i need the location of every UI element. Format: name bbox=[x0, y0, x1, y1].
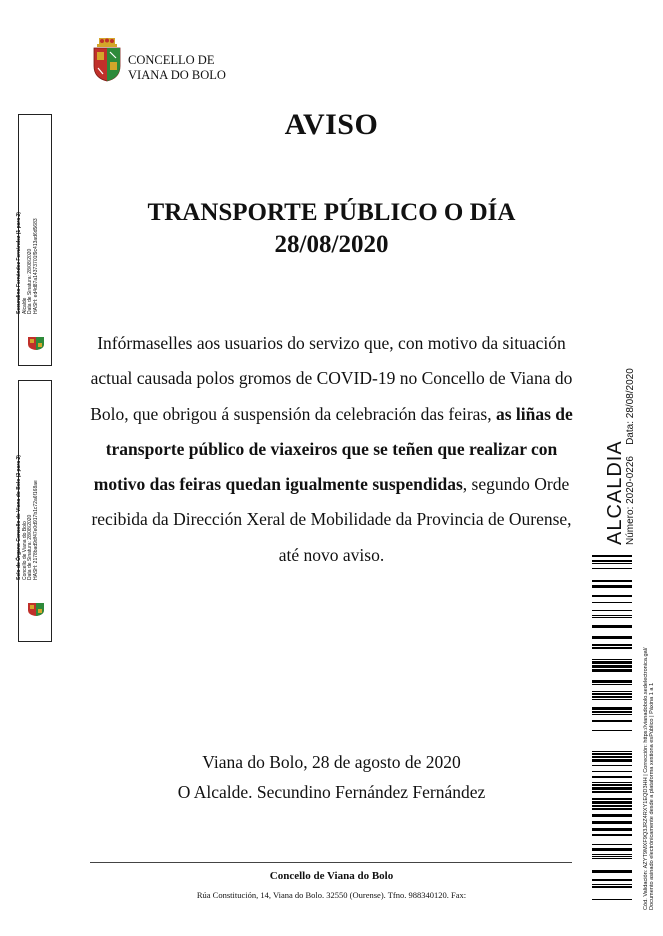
barcode-bar bbox=[592, 828, 632, 831]
barcode-bar bbox=[592, 879, 632, 881]
barcode-bar bbox=[592, 669, 632, 672]
barcode-bar bbox=[592, 759, 632, 762]
barcode-bar bbox=[592, 665, 632, 668]
barcode-bar bbox=[592, 756, 632, 758]
notice-body bbox=[90, 326, 573, 573]
barcode-bar bbox=[592, 580, 632, 582]
signature-crest-icon bbox=[25, 335, 47, 351]
council-name bbox=[128, 53, 226, 83]
sig2-hash: HASH: 2178bad9df47e0d917b1c72a6f168ae bbox=[32, 480, 39, 580]
subtitle-line1: TRANSPORTE PÚBLICO O DÍA bbox=[147, 199, 516, 226]
validation-line2: Documento asinado electrónicamente desde a plataforma xestiona esPúblico | Páxina 1 a 1 bbox=[649, 682, 656, 910]
barcode-bar bbox=[592, 699, 632, 700]
barcode-bar bbox=[592, 661, 632, 664]
stamp-department: ALCALDIA bbox=[604, 440, 626, 545]
barcode-bar bbox=[592, 856, 632, 857]
barcode-bar bbox=[592, 899, 632, 900]
signature-box-1 bbox=[18, 114, 52, 366]
barcode-bar bbox=[592, 610, 632, 611]
barcode-bar bbox=[592, 821, 632, 824]
place-date: Viana do Bolo, 28 de agosto de 2020 bbox=[202, 752, 461, 772]
stamp-number-date bbox=[625, 368, 636, 545]
barcode bbox=[592, 555, 632, 908]
body-text-intro: Infórmaselles aos usuarios do servizo que, con motivo da situación actual causada polos gromos de COVID-19 no Concello de Viana do Bolo, que obrigou á suspensión da celebración das feiras, bbox=[90, 333, 573, 424]
barcode-bar bbox=[592, 884, 632, 885]
barcode-bar bbox=[592, 808, 632, 810]
sig2-organ: Concello de Viana do Bolo bbox=[21, 521, 28, 580]
barcode-bar bbox=[592, 659, 632, 660]
signature-box-1-text bbox=[17, 124, 45, 314]
barcode-bar bbox=[592, 844, 632, 845]
barcode-bar bbox=[592, 805, 632, 807]
barcode-bar bbox=[592, 776, 632, 778]
barcode-bar bbox=[592, 771, 632, 772]
footer-council-name: Concello de Viana do Bolo bbox=[269, 870, 394, 882]
body-text-outro: , segundo Orde recibida da Dirección Xeral de Mobilidade da Provincia de Ourense, até novo aviso. bbox=[91, 474, 572, 565]
sig1-signer: Secundino Fernández Fernández (1 para 2) bbox=[16, 212, 22, 314]
signature-box-2-text bbox=[17, 390, 45, 580]
footer-divider bbox=[90, 862, 572, 863]
barcode-bar bbox=[592, 696, 632, 698]
sig1-date: Data de Sinatura: 28/08/2020 bbox=[27, 248, 34, 314]
barcode-bar bbox=[592, 555, 632, 557]
barcode-bar bbox=[592, 595, 632, 597]
stamp-date: Data: 28/08/2020 bbox=[625, 368, 636, 445]
barcode-bar bbox=[592, 848, 632, 851]
body-text-highlight: as liñas de transporte público de viaxeiros que se teñen que realizar con motivo das feiras quedan igualmente suspendidas bbox=[93, 403, 573, 495]
validation-text bbox=[643, 647, 656, 910]
council-name-line2: VIANA DO BOLO bbox=[128, 68, 226, 82]
barcode-bar bbox=[592, 854, 632, 855]
barcode-bar bbox=[592, 765, 632, 766]
sig2-date: Data de Sinatura: 28/08/2020 bbox=[27, 514, 34, 580]
barcode-bar bbox=[592, 684, 632, 685]
barcode-bar bbox=[592, 680, 632, 683]
barcode-bar bbox=[592, 693, 632, 695]
barcode-bar bbox=[592, 602, 632, 603]
page-title: AVISO bbox=[284, 108, 379, 141]
barcode-bar bbox=[592, 720, 632, 722]
barcode-bar bbox=[592, 886, 632, 888]
barcode-bar bbox=[592, 801, 632, 804]
barcode-bar bbox=[592, 753, 632, 755]
notice-subtitle bbox=[60, 197, 603, 261]
barcode-bar bbox=[592, 751, 632, 752]
barcode-bar bbox=[592, 791, 632, 793]
sig1-role: Alcalde bbox=[21, 297, 28, 314]
barcode-bar bbox=[592, 625, 632, 628]
barcode-bar bbox=[592, 644, 632, 646]
barcode-bar bbox=[592, 834, 632, 836]
barcode-bar bbox=[592, 787, 632, 790]
barcode-bar bbox=[592, 585, 632, 588]
barcode-bar bbox=[592, 691, 632, 692]
barcode-bar bbox=[592, 730, 632, 731]
barcode-bar bbox=[592, 568, 632, 569]
barcode-bar bbox=[592, 636, 632, 639]
barcode-bar bbox=[592, 782, 632, 783]
sig1-hash: HASH: ed4d87a14373701f9c413ad6d5683 bbox=[32, 218, 39, 314]
footer-address: Rúa Constitución, 14, Viana do Bolo. 32550 (Ourense). Tfno. 988340120. Fax: bbox=[196, 890, 467, 900]
barcode-bar bbox=[592, 870, 632, 873]
sig2-signer: Selo de Órgano Concello de Viana do Bolo (2 para 2) bbox=[16, 455, 22, 580]
subtitle-date: 28/08/2020 bbox=[274, 231, 389, 258]
barcode-bar bbox=[592, 560, 632, 562]
stamp-number: Número: 2020-0226 bbox=[625, 456, 636, 545]
barcode-bar bbox=[592, 784, 632, 786]
barcode-bar bbox=[592, 647, 632, 649]
barcode-bar bbox=[592, 814, 632, 817]
barcode-bar bbox=[592, 617, 632, 618]
barcode-bar bbox=[592, 798, 632, 800]
barcode-bar bbox=[592, 858, 632, 859]
signature-seal-crest-icon bbox=[25, 601, 47, 617]
barcode-bar bbox=[592, 714, 632, 715]
signer-name: O Alcalde. Secundino Fernández Fernández bbox=[177, 782, 486, 802]
validation-line1: Cód. Validación: AZYT9MXF9Q3JRZ4RXY1EQD3HH | Corrección: https://vianadobolo.sedelectronica.gal/ bbox=[643, 647, 649, 910]
barcode-bar bbox=[592, 707, 632, 710]
barcode-bar bbox=[592, 563, 632, 564]
barcode-bar bbox=[592, 615, 632, 616]
council-name-line1: CONCELLO DE bbox=[128, 53, 215, 67]
coat-of-arms-logo bbox=[92, 38, 122, 82]
signature-box-2 bbox=[18, 380, 52, 642]
barcode-bar bbox=[592, 711, 632, 713]
